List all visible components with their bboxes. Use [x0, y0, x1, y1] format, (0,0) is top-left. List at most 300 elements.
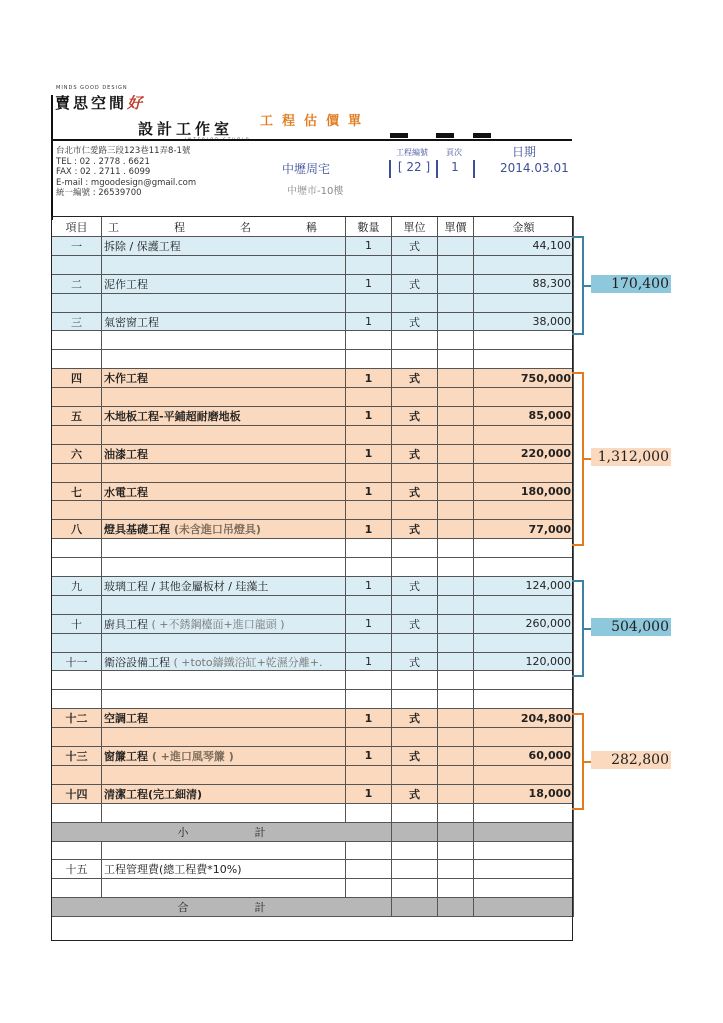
- table-row: [52, 444, 574, 463]
- contact-fax: FAX : 02 . 2711 . 6099: [56, 167, 151, 177]
- blank-cell: [346, 765, 392, 784]
- header-amount: 金額: [474, 217, 574, 237]
- blank-cell: [438, 728, 474, 747]
- item-name: [102, 482, 346, 501]
- page-label: 頁次: [446, 148, 462, 157]
- total-cell: [474, 898, 574, 917]
- item-amount: 44,100: [474, 237, 574, 256]
- blank-cell: [474, 841, 574, 860]
- blank-row: [52, 255, 574, 274]
- blank-cell: [392, 595, 438, 614]
- item-name: [102, 444, 346, 463]
- item-name: [102, 784, 346, 803]
- item-qty: 1: [346, 652, 392, 671]
- header-bar: [436, 133, 454, 138]
- item-qty: 1: [346, 237, 392, 256]
- item-unit: 式: [392, 482, 438, 501]
- blank-cell: [392, 350, 438, 369]
- blank-cell: [392, 671, 438, 690]
- item-unit: 式: [392, 520, 438, 539]
- item-no: 六: [52, 444, 102, 463]
- blank-cell: [102, 539, 346, 558]
- blank-cell: [438, 671, 474, 690]
- blank-row: [52, 803, 574, 822]
- item-name: [102, 709, 346, 728]
- divider: [436, 160, 438, 178]
- item-qty: 1: [346, 747, 392, 766]
- group-sum: 282,800: [591, 751, 671, 769]
- item-no: 十: [52, 614, 102, 633]
- group-bracket: [572, 372, 584, 546]
- quote-table: [51, 216, 574, 917]
- blank-cell: [392, 690, 438, 709]
- item-amount: 38,000: [474, 312, 574, 331]
- item-name: [102, 520, 346, 539]
- table-row: [52, 577, 574, 596]
- page-value: 1: [451, 160, 459, 174]
- blank-row: [52, 690, 574, 709]
- item-name: [102, 652, 346, 671]
- subtotal-cell: [438, 822, 474, 841]
- blank-row: [52, 558, 574, 577]
- table-row: [52, 784, 574, 803]
- blank-cell: [474, 860, 574, 879]
- blank-cell: [474, 595, 574, 614]
- table-row: [52, 614, 574, 633]
- item-name: [102, 369, 346, 388]
- blank-cell: [346, 595, 392, 614]
- item-price: [438, 784, 474, 803]
- blank-cell: [346, 633, 392, 652]
- item-qty: 1: [346, 312, 392, 331]
- item-amount: 204,800: [474, 709, 574, 728]
- blank-cell: [102, 331, 346, 350]
- item-name-text: 泥作工程: [104, 277, 148, 291]
- item-qty: 1: [346, 369, 392, 388]
- table-row: [52, 860, 574, 879]
- blank-cell: [102, 671, 346, 690]
- item-qty: 1: [346, 709, 392, 728]
- blank-cell: [52, 765, 102, 784]
- item-no: 十一: [52, 652, 102, 671]
- item-name-text: 氣密窗工程: [104, 315, 159, 329]
- blank-cell: [52, 690, 102, 709]
- table-row: [52, 652, 574, 671]
- item-name: [102, 237, 346, 256]
- project-address: 中壢市-10樓: [287, 186, 344, 197]
- blank-cell: [52, 879, 102, 898]
- blank-cell: [346, 558, 392, 577]
- item-unit: 式: [392, 747, 438, 766]
- blank-cell: [102, 595, 346, 614]
- blank-cell: [52, 293, 102, 312]
- logo-tagline: MINDS GOOD DESIGN: [56, 85, 128, 91]
- item-amount: 60,000: [474, 747, 574, 766]
- item-unit: 式: [392, 274, 438, 293]
- blank-cell: [392, 463, 438, 482]
- blank-cell: [474, 879, 574, 898]
- blank-cell: [474, 803, 574, 822]
- blank-cell: [52, 841, 102, 860]
- logo: [55, 92, 145, 113]
- item-unit: 式: [392, 577, 438, 596]
- blank-cell: [346, 425, 392, 444]
- item-name-text: 拆除 / 保護工程: [104, 239, 181, 253]
- blank-cell: [346, 293, 392, 312]
- blank-cell: [392, 255, 438, 274]
- item-price: [438, 237, 474, 256]
- date-label: 日期: [512, 145, 537, 159]
- blank-cell: [52, 539, 102, 558]
- blank-cell: [392, 803, 438, 822]
- blank-cell: [52, 558, 102, 577]
- table-header-row: [52, 217, 574, 237]
- item-unit: 式: [392, 784, 438, 803]
- item-price: [438, 577, 474, 596]
- blank-cell: [346, 255, 392, 274]
- item-amount: 260,000: [474, 614, 574, 633]
- blank-row: [52, 633, 574, 652]
- blank-cell: [102, 879, 346, 898]
- blank-cell: [438, 425, 474, 444]
- item-name-text: 玻璃工程 / 其他金屬板材 / 珪藻土: [104, 579, 269, 593]
- blank-cell: [392, 860, 438, 879]
- blank-cell: [438, 765, 474, 784]
- blank-cell: [102, 350, 346, 369]
- item-price: [438, 709, 474, 728]
- document-title: 工程估價單: [260, 114, 371, 129]
- header-price: 單價: [438, 217, 474, 237]
- blank-cell: [474, 388, 574, 407]
- item-name-text: 燈具基礎工程: [104, 523, 170, 537]
- item-qty: 1: [346, 614, 392, 633]
- blank-row: [52, 841, 574, 860]
- blank-cell: [102, 255, 346, 274]
- blank-cell: [346, 690, 392, 709]
- item-name: [102, 577, 346, 596]
- blank-cell: [438, 803, 474, 822]
- item-note: ( +進口風琴簾 ): [148, 749, 234, 763]
- table-row: [52, 274, 574, 293]
- blank-row: [52, 879, 574, 898]
- item-qty: 1: [346, 444, 392, 463]
- table-row: [52, 407, 574, 426]
- item-price: [438, 274, 474, 293]
- table-row: [52, 237, 574, 256]
- item-note: (未含進口吊燈具): [170, 523, 261, 537]
- item-unit: 式: [392, 369, 438, 388]
- blank-row: [52, 728, 574, 747]
- studio-name: 設計工作室: [138, 120, 234, 138]
- header-qty: 數量: [346, 217, 392, 237]
- blank-row: [52, 595, 574, 614]
- blank-cell: [474, 633, 574, 652]
- blank-cell: [52, 633, 102, 652]
- blank-cell: [438, 633, 474, 652]
- item-note: ( +不銹鋼檯面+進口龍頭 ): [148, 617, 285, 631]
- blank-cell: [392, 728, 438, 747]
- item-no: 十二: [52, 709, 102, 728]
- item-amount: 124,000: [474, 577, 574, 596]
- blank-cell: [346, 331, 392, 350]
- blank-row: [52, 671, 574, 690]
- item-no: 十四: [52, 784, 102, 803]
- blank-cell: [392, 293, 438, 312]
- blank-cell: [102, 388, 346, 407]
- blank-row: [52, 425, 574, 444]
- item-name: [102, 747, 346, 766]
- blank-cell: [392, 841, 438, 860]
- item-unit: 式: [392, 709, 438, 728]
- blank-cell: [392, 425, 438, 444]
- item-qty: 1: [346, 784, 392, 803]
- blank-cell: [474, 671, 574, 690]
- item-no: 五: [52, 407, 102, 426]
- header-name: 工 程 名 稱: [102, 217, 346, 237]
- item-price: [438, 407, 474, 426]
- item-name-text: 廚具工程: [104, 617, 148, 631]
- header-item: 項目: [52, 217, 102, 237]
- blank-cell: [346, 388, 392, 407]
- item-name: [102, 407, 346, 426]
- blank-cell: [438, 255, 474, 274]
- blank-cell: [346, 539, 392, 558]
- blank-row: [52, 331, 574, 350]
- blank-cell: [102, 841, 346, 860]
- header-left-rule: [51, 95, 53, 220]
- item-no: 四: [52, 369, 102, 388]
- blank-cell: [52, 388, 102, 407]
- table-row: [52, 709, 574, 728]
- item-qty: 1: [346, 520, 392, 539]
- divider: [473, 160, 475, 178]
- item-no: 八: [52, 520, 102, 539]
- item-name-text: 水電工程: [104, 485, 148, 499]
- blank-cell: [438, 595, 474, 614]
- blank-cell: [102, 501, 346, 520]
- blank-cell: [392, 765, 438, 784]
- blank-cell: [474, 728, 574, 747]
- blank-cell: [438, 690, 474, 709]
- blank-row: [52, 350, 574, 369]
- item-no: 二: [52, 274, 102, 293]
- blank-cell: [474, 690, 574, 709]
- project-no-value: [ 22 ]: [397, 160, 431, 174]
- item-amount: 180,000: [474, 482, 574, 501]
- blank-row: [52, 388, 574, 407]
- blank-row: [52, 501, 574, 520]
- subtotal-label: 小 計: [52, 822, 392, 841]
- blank-cell: [52, 671, 102, 690]
- logo-accent: 好: [127, 94, 146, 112]
- group-bracket: [572, 236, 584, 335]
- blank-cell: [346, 879, 392, 898]
- item-name-text: 空調工程: [104, 712, 148, 726]
- project-name: 中壢周宅: [282, 162, 331, 176]
- blank-cell: [474, 539, 574, 558]
- blank-cell: [346, 350, 392, 369]
- item-price: [438, 369, 474, 388]
- blank-cell: [52, 425, 102, 444]
- subtotal-cell: [392, 822, 438, 841]
- header-bar: [473, 133, 491, 138]
- blank-cell: [474, 255, 574, 274]
- item-amount: 750,000: [474, 369, 574, 388]
- item-no: 十五: [52, 860, 102, 879]
- item-amount: 18,000: [474, 784, 574, 803]
- item-qty: 1: [346, 274, 392, 293]
- item-unit: 式: [392, 407, 438, 426]
- blank-cell: [102, 765, 346, 784]
- blank-cell: [474, 463, 574, 482]
- item-price: [438, 520, 474, 539]
- item-amount: 77,000: [474, 520, 574, 539]
- item-price: [438, 444, 474, 463]
- blank-row: [52, 765, 574, 784]
- blank-cell: [102, 558, 346, 577]
- item-name-text: 衛浴設備工程: [104, 655, 170, 669]
- blank-cell: [392, 879, 438, 898]
- item-amount: 220,000: [474, 444, 574, 463]
- blank-cell: [438, 558, 474, 577]
- blank-cell: [392, 501, 438, 520]
- item-no: 一: [52, 237, 102, 256]
- logo-text: 賣思空間: [55, 94, 128, 112]
- table-row: [52, 520, 574, 539]
- blank-cell: [52, 501, 102, 520]
- group-sum: 170,400: [591, 275, 671, 293]
- total-row: [52, 898, 574, 917]
- blank-cell: [392, 539, 438, 558]
- blank-cell: [438, 501, 474, 520]
- item-name-text: 油漆工程: [104, 447, 148, 461]
- item-price: [438, 312, 474, 331]
- header-bar: [390, 133, 408, 138]
- total-cell: [438, 898, 474, 917]
- blank-cell: [52, 595, 102, 614]
- blank-cell: [474, 558, 574, 577]
- item-unit: 式: [392, 652, 438, 671]
- blank-cell: [474, 765, 574, 784]
- blank-cell: [346, 860, 392, 879]
- item-name: [102, 614, 346, 633]
- subtotal-cell: [474, 822, 574, 841]
- item-no: 九: [52, 577, 102, 596]
- blank-cell: [102, 293, 346, 312]
- item-price: [438, 747, 474, 766]
- blank-cell: [346, 671, 392, 690]
- blank-cell: [52, 255, 102, 274]
- blank-cell: [102, 633, 346, 652]
- item-qty: 1: [346, 407, 392, 426]
- item-no: 三: [52, 312, 102, 331]
- contact-address: 台北市仁愛路三段123巷11弄8-1號: [56, 146, 191, 156]
- item-amount: 85,000: [474, 407, 574, 426]
- blank-cell: [438, 331, 474, 350]
- blank-cell: [346, 728, 392, 747]
- blank-cell: [474, 331, 574, 350]
- blank-cell: [102, 803, 346, 822]
- date-value: 2014.03.01: [500, 161, 569, 175]
- blank-cell: [52, 728, 102, 747]
- item-no: 十三: [52, 747, 102, 766]
- item-no: 七: [52, 482, 102, 501]
- blank-cell: [438, 463, 474, 482]
- header-unit: 單位: [392, 217, 438, 237]
- blank-cell: [474, 293, 574, 312]
- blank-cell: [346, 841, 392, 860]
- blank-cell: [438, 388, 474, 407]
- blank-cell: [474, 501, 574, 520]
- blank-cell: [438, 860, 474, 879]
- item-price: [438, 652, 474, 671]
- blank-cell: [474, 350, 574, 369]
- blank-cell: [346, 501, 392, 520]
- blank-cell: [392, 558, 438, 577]
- item-name: [102, 274, 346, 293]
- blank-cell: [438, 539, 474, 558]
- table-row: [52, 312, 574, 331]
- blank-row: [52, 293, 574, 312]
- total-cell: [392, 898, 438, 917]
- item-note: ( +toto鑄鐵浴缸+乾濕分離+.: [170, 655, 323, 669]
- blank-cell: [346, 803, 392, 822]
- contact-block: [56, 146, 196, 199]
- item-amount: 88,300: [474, 274, 574, 293]
- contact-email: E-mail : mgoodesign@gmail.com: [56, 177, 197, 188]
- blank-cell: [102, 463, 346, 482]
- item-name: 工程管理費(總工程費*10%): [102, 860, 346, 879]
- blank-cell: [474, 425, 574, 444]
- table-row: [52, 369, 574, 388]
- item-name-text: 清潔工程(完工細清): [104, 787, 203, 801]
- group-sum: 1,312,000: [591, 448, 671, 466]
- blank-cell: [392, 633, 438, 652]
- blank-row: [52, 539, 574, 558]
- item-unit: 式: [392, 237, 438, 256]
- blank-cell: [438, 841, 474, 860]
- blank-cell: [52, 350, 102, 369]
- subtotal-row: [52, 822, 574, 841]
- blank-cell: [438, 293, 474, 312]
- item-name-text: 木地板工程-平鋪超耐磨地板: [104, 409, 241, 423]
- item-price: [438, 482, 474, 501]
- item-price: [438, 614, 474, 633]
- blank-cell: [52, 463, 102, 482]
- blank-cell: [102, 690, 346, 709]
- blank-cell: [52, 331, 102, 350]
- table-row: [52, 482, 574, 501]
- blank-cell: [346, 463, 392, 482]
- group-bracket: [572, 580, 584, 677]
- blank-cell: [392, 388, 438, 407]
- project-no-label: 工程編號: [396, 148, 428, 157]
- item-qty: 1: [346, 577, 392, 596]
- total-label: 合 計: [52, 898, 392, 917]
- blank-cell: [438, 879, 474, 898]
- group-sum: 504,000: [591, 618, 671, 636]
- item-unit: 式: [392, 614, 438, 633]
- blank-cell: [52, 803, 102, 822]
- item-name-text: 窗簾工程: [104, 749, 148, 763]
- blank-cell: [392, 331, 438, 350]
- table-row: [52, 747, 574, 766]
- item-name-text: 木作工程: [104, 372, 148, 386]
- item-unit: 式: [392, 312, 438, 331]
- blank-row: [52, 463, 574, 482]
- item-qty: 1: [346, 482, 392, 501]
- item-unit: 式: [392, 444, 438, 463]
